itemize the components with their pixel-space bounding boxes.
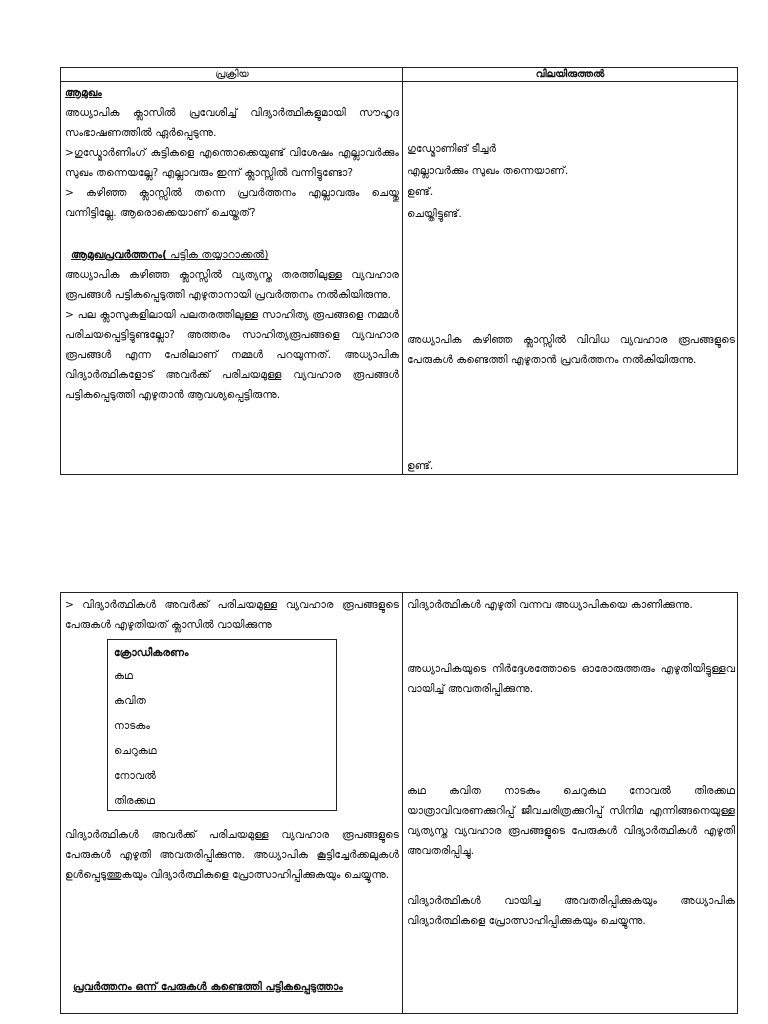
evaluation-column [407,595,735,1011]
consolidation-item: നോവൽ [114,770,156,782]
activity-paragraph: അധ്യാപിക കഴിഞ്ഞ ക്ലാസ്സിൽ വ്യത്യസ്ത തരത്തിലുള്ള വ്യവഹാര രൂപങ്ങൾ പട്ടികപ്പെടുത്തി എഴുതാനായി പ്രവർത്തനം നൽകിയിരുന്നു. [65,269,399,301]
consolidation-item: കവിത [114,695,146,707]
eval-response-3: കഥ കവിത നാടകം ചെറുകഥ നോവൽ തിരക്കഥ യാത്രാവിവരണക്കുറിപ്പ് ജീവചരിത്രക്കുറിപ്പ് സിനിമ എന്നിങ്ങനെയുള്ള വ്യത്യസ്ത വ്യവഹാര രൂപങ്ങളുടെ പേരുകൾ വിദ്യാർത്ഥികൾ എഴുതി അവതരിപ്പിച്ചു. [407,785,735,857]
eval-response-2: അധ്യാപികയുടെ നിർദ്ദേശത്തോടെ ഓരോരുത്തരും എഴുതിയിട്ടുള്ളവ വായിച്ച് അവതരിപ്പിക്കുന്നു. [407,663,735,695]
column-divider [402,68,403,474]
consolidation-title: ക്രോഡീകരണം [114,647,189,659]
process-column [65,595,399,993]
eval-response-3: ഉണ്ട്. [407,186,434,198]
literary-forms-paragraph: > പല ക്ലാസുകളിലായി പലതരത്തിലുള്ള സാഹിത്യ രൂപങ്ങളെ നമ്മൾ പരിചയപ്പെട്ടിട്ടുണ്ടല്ലോ? അത്തരം സാഹിത്യരൂപങ്ങളെ വ്യവഹാര രൂപങ്ങൾ എന്ന പേരിലാണ് നമ്മൾ പറയുന്നത്. അധ്യാപിക വിദ്യാർത്ഥികളോട് അവർക്ക് പരിചയമുള്ള വ്യവഹാര രൂപങ്ങൾ പട്ടികപ്പെടുത്തി എഴുതാൻ ആവശ്യപ്പെട്ടിരുന്നു. [65,309,399,401]
process-column [65,83,399,405]
lesson-table-2 [60,592,738,1014]
activity-heading-bold: ആമുഖപ്രവർത്തനം( [71,249,167,261]
header-evaluation: വിലയിരുത്തൽ [403,68,737,82]
eval-response-6: ഉണ്ട്. [407,460,434,472]
eval-response-4: വിദ്യാർത്ഥികൾ വായിച്ച അവതരിപ്പിക്കുകയും അധ്യാപിക വിദ്യാർത്ഥികളെ പ്രോത്സാഹിപ്പിക്കുകയും ചെയ്യുന്നു. [407,895,735,927]
eval-response-5: അധ്യാപിക കഴിഞ്ഞ ക്ലാസ്സിൽ വിവിധ വ്യവഹാര രൂപങ്ങളുടെ പേരുകൾ കണ്ടെത്തി എഴുതാൻ പ്രവർത്തനം നൽകിയിരുന്നു. [407,334,735,366]
column-divider [402,593,403,1013]
eval-response-1: വിദ്യാർത്ഥികൾ എഴുതി വന്നവ അധ്യാപികയെ കാണിക്കുന്നു. [407,599,693,611]
consolidation-item: തിരക്കഥ [114,795,155,807]
activity-heading-rest: പട്ടിക തയ്യാറാക്കൽ) [166,249,269,261]
header-process: പ്രക്രിയ [61,68,403,82]
eval-response-4: ചെയ്തിട്ടുണ്ട്. [407,208,462,220]
activity-one-heading: പ്രവർത്തനം ഒന്ന് പേരുകൾ കണ്ടെത്തി പട്ടികപ്പെടുത്താം [73,981,343,993]
reading-paragraph: > വിദ്യാർത്ഥികൾ അവർക്ക് പരിചയമുള്ള വ്യവഹാര രൂപങ്ങളുടെ പേരുകൾ എഴുതിയത് ക്ലാസിൽ വായിക്കുന്നു [65,599,399,631]
eval-response-1: ഗുഡ്മോണിങ് ടീച്ചർ [407,143,497,155]
presentation-paragraph: വിദ്യാർത്ഥികൾ അവർക്ക് പരിചയമുള്ള വ്യവഹാര രൂപങ്ങളുടെ പേരുകൾ എഴുതി അവതരിപ്പിക്കുന്നു. അധ്യാപിക കൂട്ടിച്ചേർക്കലുകൾ ഉൾപ്പെടുത്തുകയും വിദ്യാർത്ഥികളെ പ്രോത്സാഹിപ്പിക്കുകയും ചെയ്യുന്നു. [65,829,399,881]
consolidation-item: കഥ [114,670,133,682]
activity-heading [65,245,399,265]
intro-paragraph: അധ്യാപിക ക്ലാസിൽ പ്രവേശിച്ച് വിദ്യാർത്ഥികളുമായി സൗഹൃദ സംഭാഷണത്തിൽ ഏർപ്പെടുന്നു. [65,107,399,139]
lesson-table-1 [60,67,738,475]
consolidation-item: ചെറുകഥ [114,745,157,757]
previous-class-paragraph: > കഴിഞ്ഞ ക്ലാസ്സിൽ തന്നെ പ്രവർത്തനം എല്ലാവരും ചെയ്തു വന്നിട്ടില്ലേ. ആരൊക്കെയാണ് ചെയ്തത്? [65,187,399,219]
evaluation-column [407,83,735,473]
intro-heading: ആമുഖം [65,87,102,99]
eval-response-2: എല്ലാവർക്കും സുഖം തന്നെയാണ്. [407,165,569,177]
consolidation-item: നാടകം [114,720,150,732]
consolidation-box [107,639,337,811]
greeting-paragraph: >ഗുഡ്മോർണിംഗ് കുട്ടികളെ എന്തൊക്കെയുണ്ട് വിശേഷം എല്ലാവർക്കും സുഖം തന്നെയല്ലേ? എല്ലാവരും ഇന്ന് ക്ലാസ്സിൽ വന്നിട്ടുണ്ടോ? [65,147,399,179]
